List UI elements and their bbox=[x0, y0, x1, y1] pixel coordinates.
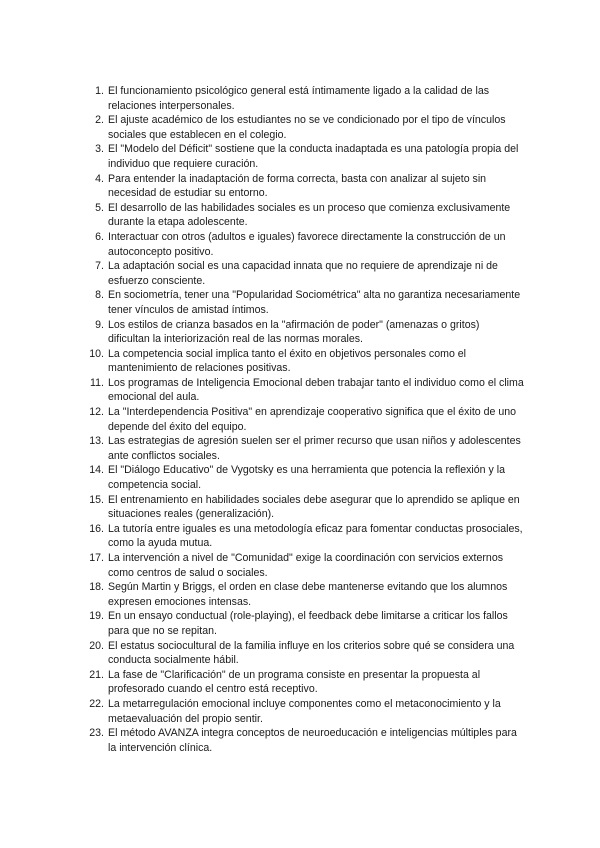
list-item bbox=[84, 551, 524, 580]
item-text: El desarrollo de las habilidades sociales es un proceso que comienza exclusivamente durante la etapa adolescente. bbox=[108, 201, 511, 229]
item-number: 7. bbox=[95, 260, 104, 273]
item-number: 12. bbox=[89, 406, 104, 419]
item-text: En sociometría, tener una "Popularidad Sociométrica" alta no garantiza necesariamente tener vínculos de amistad íntimos. bbox=[108, 289, 521, 316]
list-item bbox=[84, 639, 524, 668]
item-text: El ajuste académico de los estudiantes no se ve condicionado por el tipo de vínculos sociales que establecen en el colegio. bbox=[108, 114, 506, 141]
list-item bbox=[84, 259, 524, 288]
item-text: La intervención a nivel de "Comunidad" exige la coordinación con servicios externos como centros de salud o sociales. bbox=[108, 552, 504, 579]
item-number: 3. bbox=[95, 143, 104, 156]
item-text: En un ensayo conductual (role-playing), el feedback debe limitarse a criticar los fallos para que no se repitan. bbox=[108, 610, 508, 637]
item-number: 13. bbox=[89, 435, 104, 448]
item-text: El método AVANZA integra conceptos de neuroeducación e inteligencias múltiples para la intervención clínica. bbox=[108, 727, 517, 754]
list-item bbox=[84, 668, 524, 697]
list-item bbox=[84, 142, 524, 171]
list-item bbox=[84, 580, 524, 609]
item-number: 17. bbox=[89, 552, 104, 564]
list-item bbox=[84, 726, 524, 755]
item-text: La metarregulación emocional incluye componentes como el metaconocimiento y la metaevaluación del propio sentir. bbox=[108, 697, 501, 725]
item-text: La tutoría entre iguales es una metodología eficaz para fomentar conductas prosociales, como la ayuda mutua. bbox=[108, 522, 523, 550]
statement-list bbox=[84, 84, 524, 755]
item-number: 22. bbox=[89, 697, 104, 710]
item-text: La competencia social implica tanto el éxito en objetivos personales como el mantenimiento de relaciones positivas. bbox=[108, 347, 467, 375]
item-number: 5. bbox=[95, 201, 104, 214]
list-item bbox=[84, 84, 524, 113]
list-item bbox=[84, 318, 524, 347]
item-text: El "Modelo del Déficit" sostiene que la conducta inadaptada es una patología propia del individuo que requiere curación. bbox=[108, 143, 519, 170]
list-item bbox=[84, 405, 524, 434]
item-text: Según Martin y Briggs, el orden en clase debe mantenerse evitando que los alumnos expresen emociones intensas. bbox=[108, 581, 508, 608]
list-item bbox=[84, 172, 524, 201]
item-number: 1. bbox=[95, 85, 104, 97]
item-text: El funcionamiento psicológico general está íntimamente ligado a la calidad de las relaciones interpersonales. bbox=[108, 85, 490, 112]
item-text: Los estilos de crianza basados en la "afirmación de poder" (amenazas o gritos) dificultan la interiorización real de las normas morales. bbox=[108, 318, 480, 346]
list-item bbox=[84, 230, 524, 259]
list-item bbox=[84, 376, 524, 405]
item-text: Los programas de Inteligencia Emocional deben trabajar tanto el individuo como el clima emocional del aula. bbox=[108, 376, 524, 404]
item-text: El estatus sociocultural de la familia influye en los criterios sobre qué se considera una conducta socialmente hábil. bbox=[108, 639, 515, 667]
item-number: 19. bbox=[89, 610, 104, 623]
item-text: La fase de "Clarificación" de un programa consiste en presentar la propuesta al profesorado cuando el centro está receptivo. bbox=[108, 668, 481, 696]
item-text: La "Interdependencia Positiva" en aprendizaje cooperativo significa que el éxito de uno depende del éxito del equipo. bbox=[108, 406, 517, 433]
list-item bbox=[84, 609, 524, 638]
item-number: 11. bbox=[90, 376, 104, 389]
item-text: El entrenamiento en habilidades sociales debe asegurar que lo aprendido se aplique en situaciones reales (generalización). bbox=[108, 493, 520, 521]
item-text: Para entender la inadaptación de forma correcta, basta con analizar al sujeto sin necesidad de estudiar su entorno. bbox=[108, 172, 487, 200]
item-number: 18. bbox=[89, 581, 104, 594]
item-number: 20. bbox=[89, 639, 104, 652]
list-item bbox=[84, 463, 524, 492]
item-number: 15. bbox=[89, 493, 104, 506]
item-number: 16. bbox=[89, 522, 104, 535]
item-text: La adaptación social es una capacidad innata que no requiere de aprendizaje ni de esfuerzo consciente. bbox=[108, 260, 498, 287]
item-number: 9. bbox=[95, 318, 104, 331]
item-number: 2. bbox=[95, 114, 104, 127]
item-number: 21. bbox=[89, 668, 104, 681]
item-number: 23. bbox=[89, 727, 104, 740]
list-item bbox=[84, 347, 524, 376]
list-item bbox=[84, 434, 524, 463]
item-number: 4. bbox=[95, 172, 104, 185]
list-item bbox=[84, 113, 524, 142]
item-number: 8. bbox=[95, 289, 104, 302]
list-item bbox=[84, 522, 524, 551]
item-number: 14. bbox=[89, 464, 104, 477]
list-item bbox=[84, 493, 524, 522]
item-number: 6. bbox=[95, 230, 104, 243]
item-number: 10. bbox=[89, 347, 104, 360]
list-item bbox=[84, 201, 524, 230]
list-item bbox=[84, 288, 524, 317]
item-text: Interactuar con otros (adultos e iguales) favorece directamente la construcción de un autoconcepto positivo. bbox=[108, 230, 506, 258]
item-text: Las estrategias de agresión suelen ser el primer recurso que usan niños y adolescentes ante conflictos sociales. bbox=[108, 435, 521, 462]
item-text: El "Diálogo Educativo" de Vygotsky es una herramienta que potencia la reflexión y la competencia social. bbox=[108, 464, 505, 492]
list-item bbox=[84, 697, 524, 726]
